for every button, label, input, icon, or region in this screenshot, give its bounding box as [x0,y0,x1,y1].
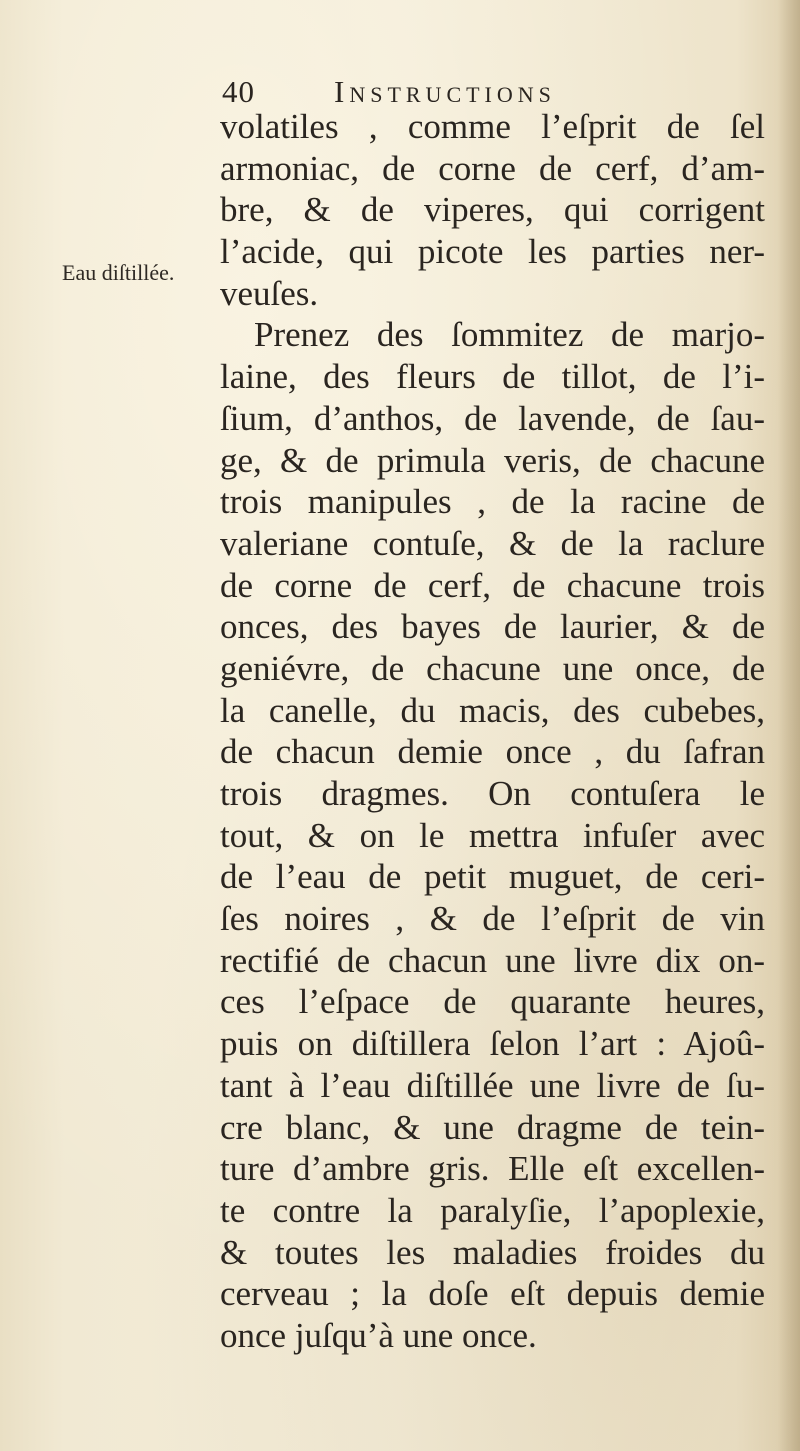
text-line: geniévre, de chacune une once, de [220,648,765,688]
text-line: armoniac, de corne de cerf, d’am- [220,148,765,188]
text-line: trois manipules , de la racine de [220,482,765,522]
text-line: onces, des bayes de laurier, & de [220,607,765,647]
text-line: ſes noires , & de l’eſprit de vin [220,899,765,939]
text-line: cerveau ; la doſe eſt depuis demie [220,1274,765,1314]
text-line: volatiles , comme l’eſprit de ſel [220,107,765,146]
body-text [220,106,765,1357]
text-line: veuſes. [220,273,319,313]
text-line: valeriane contuſe, & de la raclure [220,523,765,563]
text-line: de chacun demie once , du ſafran [220,732,765,772]
text-line: te contre la paralyſie, l’apoplexie, [220,1190,765,1230]
text-line: puis on diſtillera ſelon l’art : Ajoû- [220,1024,765,1064]
text-line: la canelle, du macis, des cubebes, [220,690,765,730]
text-line: tant à l’eau diſtillée une livre de ſu- [220,1065,765,1105]
text-line: tout, & on le mettra infuſer avec [220,815,765,855]
text-line: cre blanc, & une dragme de tein- [220,1107,765,1147]
text-line: laine, des fleurs de tillot, de l’i- [220,357,765,397]
text-line: once juſqu’à une once. [220,1315,537,1355]
text-line: l’acide, qui picote les parties ner- [220,232,765,272]
running-head-title: Instructions [334,74,556,109]
text-line: ge, & de primula veris, de chacune [220,440,765,480]
text-line: bre, & de viperes, qui corrigent [220,190,765,230]
text-line: Prenez des ſommitez de marjo- [254,315,765,355]
text-line: & toutes les maladies froides du [220,1232,765,1272]
text-line: rectifié de chacun une livre dix on- [220,940,765,980]
text-line: ſium, d’anthos, de lavende, de ſau- [220,398,765,438]
text-line: de corne de cerf, de chacune trois [220,565,765,605]
margin-note: Eau diſtillée. [62,260,175,285]
text-line: ture d’ambre gris. Elle eſt excellen- [220,1149,765,1189]
page-number: 40 [222,74,255,109]
text-line: trois dragmes. On contuſera le [220,774,765,813]
text-line: de l’eau de petit muguet, de ceri- [220,857,765,897]
text-line: ces l’eſpace de quarante heures, [220,982,765,1022]
